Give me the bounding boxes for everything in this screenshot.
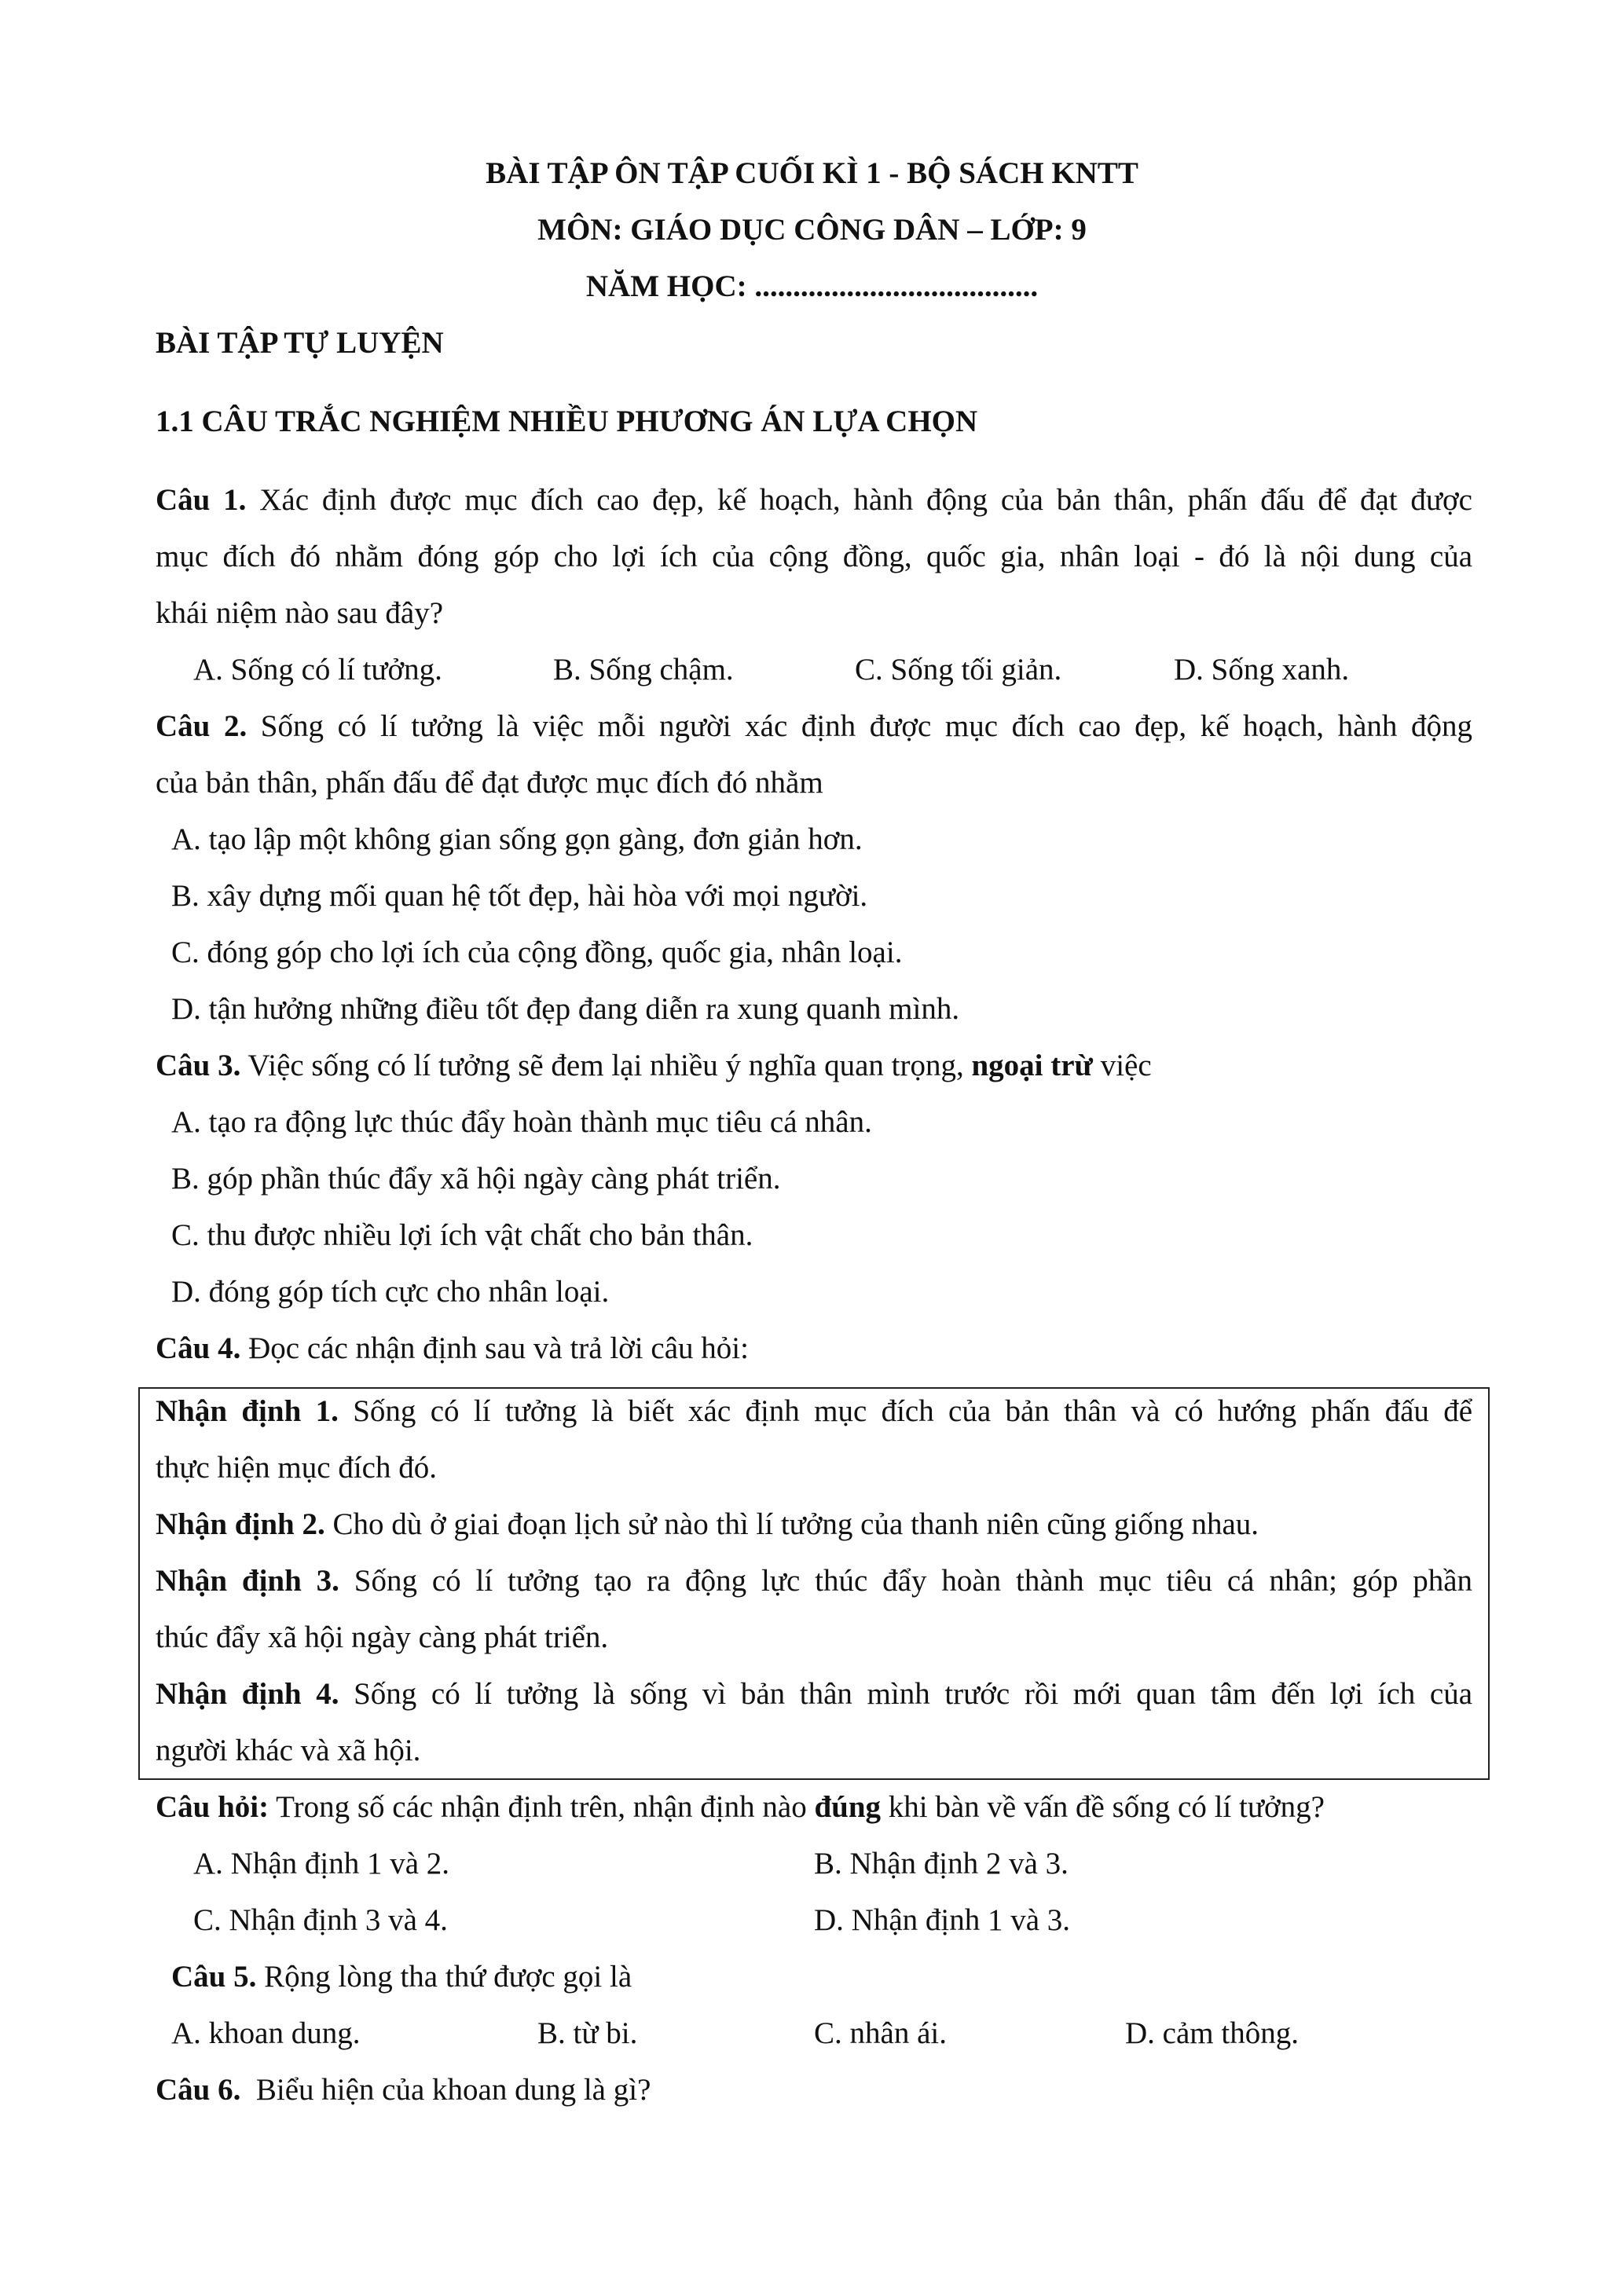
statement-label: Nhận định 3. bbox=[156, 1564, 339, 1598]
question-label: Câu 6. bbox=[156, 2073, 241, 2107]
question-label: Câu 5. bbox=[171, 1960, 257, 1994]
question-4-option-d: D. Nhận định 1 và 3. bbox=[814, 1903, 1071, 1937]
question-6-stem: Câu 6. Biểu hiện của khoan dung là gì? bbox=[156, 2073, 651, 2107]
question-3-option-d: D. đóng góp tích cực cho nhân loại. bbox=[171, 1275, 610, 1309]
statement-2: Nhận định 2. Cho dù ở giai đoạn lịch sử nào thì lí tưởng của thanh niên cũng giống nhau. bbox=[156, 1507, 1259, 1541]
question-label: Câu hỏi: bbox=[156, 1790, 269, 1824]
statement-3-line-2: thúc đẩy xã hội ngày càng phát triển. bbox=[156, 1620, 609, 1654]
emphasis-text: đúng bbox=[814, 1790, 882, 1824]
question-1-option-a: A. Sống có lí tưởng. bbox=[193, 653, 442, 687]
question-1-option-c: C. Sống tối giản. bbox=[855, 653, 1062, 687]
question-4-option-c: C. Nhận định 3 và 4. bbox=[193, 1903, 448, 1937]
section-title: BÀI TẬP TỰ LUYỆN bbox=[156, 326, 444, 360]
question-2-line-2: của bản thân, phấn đấu để đạt được mục đích đó nhằm bbox=[156, 766, 823, 800]
statement-3-line-1: Nhận định 3. Sống có lí tưởng tạo ra động lực thúc đẩy hoàn thành mục tiêu cá nhân; góp phần bbox=[156, 1564, 1472, 1598]
question-1-line-1: Câu 1. Xác định được mục đích cao đẹp, kế hoạch, hành động của bản thân, phấn đấu để đạt được bbox=[156, 483, 1472, 517]
question-label: Câu 1. bbox=[156, 483, 247, 517]
question-3-option-a: A. tạo ra động lực thúc đẩy hoàn thành mục tiêu cá nhân. bbox=[171, 1105, 872, 1139]
question-1-line-2: mục đích đó nhằm đóng góp cho lợi ích của cộng đồng, quốc gia, nhân loại - đó là nội dung của bbox=[156, 540, 1472, 573]
question-5-option-d: D. cảm thông. bbox=[1125, 2016, 1299, 2050]
question-1-line-3: khái niệm nào sau đây? bbox=[156, 596, 444, 630]
subsection-title: 1.1 CÂU TRẮC NGHIỆM NHIỀU PHƯƠNG ÁN LỰA CHỌN bbox=[156, 405, 978, 438]
question-4-question: Câu hỏi: Trong số các nhận định trên, nhận định nào đúng khi bàn về vấn đề sống có lí tưởng? bbox=[156, 1790, 1325, 1824]
question-label: Câu 3. bbox=[156, 1049, 241, 1082]
question-5-stem: Câu 5. Rộng lòng tha thứ được gọi là bbox=[171, 1960, 632, 1994]
question-5-option-c: C. nhân ái. bbox=[814, 2016, 947, 2050]
question-2-option-a: A. tạo lập một không gian sống gọn gàng, đơn giản hơn. bbox=[171, 822, 863, 856]
question-2-option-d: D. tận hưởng những điều tốt đẹp đang diễn ra xung quanh mình. bbox=[171, 992, 960, 1026]
question-4-intro: Câu 4. Đọc các nhận định sau và trả lời câu hỏi: bbox=[156, 1331, 749, 1365]
statement-4-line-1: Nhận định 4. Sống có lí tưởng là sống vì bản thân mình trước rồi mới quan tâm đến lợi ích của bbox=[156, 1677, 1472, 1711]
question-3-option-b: B. góp phần thúc đẩy xã hội ngày càng phát triển. bbox=[171, 1162, 781, 1196]
question-5-option-a: A. khoan dung. bbox=[171, 2016, 361, 2050]
question-2-option-c: C. đóng góp cho lợi ích của cộng đồng, quốc gia, nhân loại. bbox=[171, 936, 903, 969]
question-label: Câu 4. bbox=[156, 1331, 241, 1365]
question-1-option-d: D. Sống xanh. bbox=[1174, 653, 1350, 687]
question-4-option-a: A. Nhận định 1 và 2. bbox=[193, 1847, 450, 1880]
question-2-line-1: Câu 2. Sống có lí tưởng là việc mỗi người xác định được mục đích cao đẹp, kế hoạch, hành động bbox=[156, 709, 1473, 743]
statement-1-line-2: thực hiện mục đích đó. bbox=[156, 1451, 437, 1485]
emphasis-text: ngoại trừ bbox=[971, 1049, 1093, 1082]
school-year-line: NĂM HỌC: ..................................... bbox=[585, 269, 1039, 303]
question-label: Câu 2. bbox=[156, 709, 247, 743]
document-title: BÀI TẬP ÔN TẬP CUỐI KÌ 1 - BỘ SÁCH KNTT bbox=[486, 156, 1138, 190]
statement-1-line-1: Nhận định 1. Sống có lí tưởng là biết xác định mục đích của bản thân và có hướng phấn đấu để bbox=[156, 1394, 1473, 1428]
subject-line: MÔN: GIÁO DỤC CÔNG DÂN – LỚP: 9 bbox=[537, 213, 1087, 247]
statement-label: Nhận định 4. bbox=[156, 1677, 339, 1711]
question-5-option-b: B. từ bi. bbox=[537, 2016, 638, 2050]
question-1-option-b: B. Sống chậm. bbox=[553, 653, 734, 687]
statement-4-line-2: người khác và xã hội. bbox=[156, 1734, 421, 1767]
statement-label: Nhận định 2. bbox=[156, 1507, 325, 1541]
question-2-option-b: B. xây dựng mối quan hệ tốt đẹp, hài hòa với mọi người. bbox=[171, 879, 868, 913]
statement-label: Nhận định 1. bbox=[156, 1394, 339, 1428]
question-3-stem: Câu 3. Việc sống có lí tưởng sẽ đem lại nhiều ý nghĩa quan trọng, ngoại trừ việc bbox=[156, 1049, 1152, 1082]
question-4-option-b: B. Nhận định 2 và 3. bbox=[814, 1847, 1069, 1880]
question-3-option-c: C. thu được nhiều lợi ích vật chất cho bản thân. bbox=[171, 1218, 753, 1252]
